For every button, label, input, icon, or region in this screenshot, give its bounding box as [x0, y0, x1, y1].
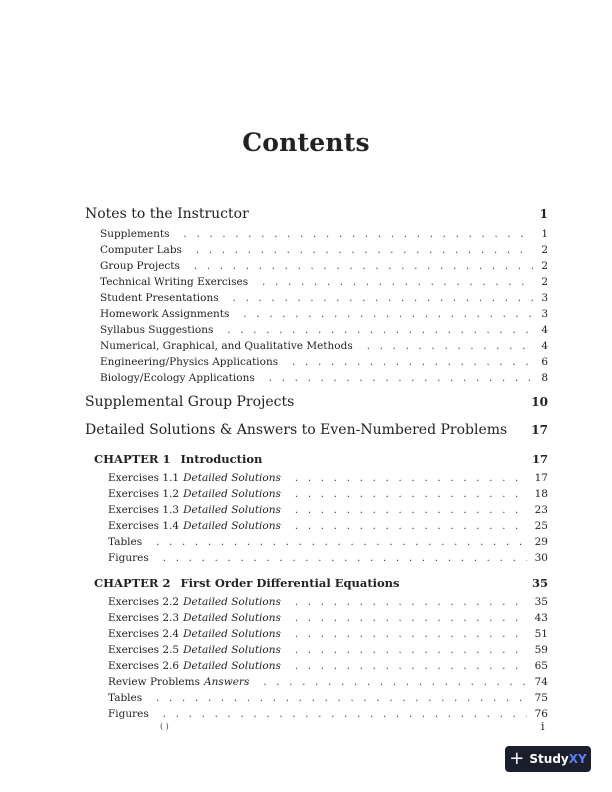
toc-entry-label: Exercises 2.6 [108, 660, 180, 672]
toc-part-page: 1 [539, 207, 548, 221]
toc-entry-page: 65 [534, 660, 548, 672]
toc-entry[interactable] [85, 372, 548, 388]
dot-leader [163, 553, 527, 564]
dot-leader [243, 309, 533, 320]
toc-entry-label: Exercises 2.4 [108, 628, 180, 640]
toc-entry-note: Detailed Solutions [183, 644, 281, 656]
toc-entry-page: 35 [534, 596, 548, 608]
toc-entry-page: 17 [534, 472, 548, 484]
toc-entry-note: Detailed Solutions [183, 660, 281, 672]
footer-mark: ( ) [160, 722, 169, 731]
toc-entry-page: 75 [534, 692, 548, 704]
toc-entry[interactable] [85, 356, 548, 372]
dot-leader [367, 341, 534, 352]
toc-entry-page: 4 [541, 324, 548, 336]
toc-entry-label: Biology/Ecology Applications [100, 372, 255, 384]
dot-leader [194, 261, 533, 272]
toc-entry[interactable] [85, 228, 548, 244]
toc-entry-page: 3 [541, 292, 548, 304]
toc-part-page: 10 [531, 395, 548, 409]
toc-entry[interactable] [85, 244, 548, 260]
dot-leader [233, 293, 534, 304]
toc-entry[interactable] [85, 276, 548, 292]
toc-entry-label: Syllabus Suggestions [100, 324, 214, 336]
toc-entry-label: Technical Writing Exercises [100, 276, 249, 288]
studyxy-watermark[interactable] [505, 746, 591, 772]
toc-entry-label: Computer Labs [100, 244, 182, 256]
toc-entry[interactable] [85, 472, 548, 488]
toc-entry[interactable] [85, 520, 548, 536]
dot-leader [295, 505, 527, 516]
toc-entry[interactable] [85, 324, 548, 340]
toc-entry-page: 6 [541, 356, 548, 368]
toc-chapter-1[interactable] [85, 452, 548, 472]
toc-entry[interactable] [85, 552, 548, 568]
dot-leader [295, 645, 527, 656]
dot-leader [263, 677, 526, 688]
toc-entry-page: 4 [541, 340, 548, 352]
dot-leader [262, 277, 533, 288]
toc-entry[interactable] [85, 692, 548, 708]
toc-entry-label: Tables [108, 692, 143, 704]
toc-entry-label: Exercises 1.4 [108, 520, 180, 532]
toc-part-label: Notes to the Instructor [85, 206, 249, 222]
toc-entry[interactable] [85, 644, 548, 660]
toc-entry-note: Detailed Solutions [183, 488, 281, 500]
dot-leader [295, 597, 527, 608]
toc-entry[interactable] [85, 340, 548, 356]
dot-leader [295, 613, 527, 624]
toc-entry-page: 2 [541, 276, 548, 288]
toc-entry-note: Detailed Solutions [183, 612, 281, 624]
chapter-number: CHAPTER 2 [94, 576, 171, 590]
toc-entry-page: 76 [534, 708, 548, 720]
toc-entry-label: Exercises 2.2 [108, 596, 180, 608]
toc-entry[interactable] [85, 628, 548, 644]
toc-entry-page: 3 [541, 308, 548, 320]
toc-entry-page: 30 [534, 552, 548, 564]
toc-entry[interactable] [85, 596, 548, 612]
toc-entry-note: Detailed Solutions [183, 472, 281, 484]
toc-entry-label: Figures [108, 552, 149, 564]
toc-entry[interactable] [85, 676, 548, 692]
toc-entry-note: Detailed Solutions [183, 520, 281, 532]
page-title: Contents [242, 128, 370, 157]
toc-entry-page: 8 [541, 372, 548, 384]
toc-entry[interactable] [85, 612, 548, 628]
chapter-page: 17 [531, 452, 548, 466]
toc-entry-label: Figures [108, 708, 149, 720]
toc-entry-page: 59 [534, 644, 548, 656]
toc-entry-label: Review Problems [108, 676, 200, 688]
toc-entry-label: Exercises 2.3 [108, 612, 180, 624]
dot-leader [295, 473, 527, 484]
dot-leader [292, 357, 533, 368]
toc-part-page: 17 [531, 423, 548, 437]
toc-part-label: Detailed Solutions & Answers to Even-Numbered Problems [85, 422, 508, 438]
toc-entry-note: Detailed Solutions [183, 504, 281, 516]
toc-part-label: Supplemental Group Projects [85, 394, 295, 410]
toc-entry[interactable] [85, 708, 548, 724]
toc-entry-label: Student Presentations [100, 292, 219, 304]
toc-entry[interactable] [85, 308, 548, 324]
table-of-contents [85, 204, 548, 724]
chapter-title: Introduction [180, 452, 263, 466]
toc-entry-label: Exercises 2.5 [108, 644, 180, 656]
toc-entry-label: Engineering/Physics Applications [100, 356, 279, 368]
brand-suffix: XY [568, 752, 587, 766]
toc-part-group-projects[interactable] [85, 394, 548, 416]
toc-entry-label: Tables [108, 536, 143, 548]
dot-leader [156, 537, 526, 548]
toc-entry-page: 2 [541, 244, 548, 256]
toc-entry[interactable] [85, 660, 548, 676]
toc-entry-label: Exercises 1.1 [108, 472, 180, 484]
chapter-page: 35 [531, 576, 548, 590]
dot-leader [269, 373, 534, 384]
dot-leader [295, 489, 527, 500]
toc-entry-page: 43 [534, 612, 548, 624]
toc-entry[interactable] [85, 292, 548, 308]
toc-entry-page: 74 [534, 676, 548, 688]
toc-entry[interactable] [85, 504, 548, 520]
toc-entry-page: 23 [534, 504, 548, 516]
toc-entry-page: 25 [534, 520, 548, 532]
toc-entry-page: 51 [534, 628, 548, 640]
toc-entry[interactable] [85, 488, 548, 504]
toc-entry-page: 2 [541, 260, 548, 272]
toc-entry-label: Group Projects [100, 260, 180, 272]
dot-leader [156, 693, 526, 704]
toc-part-solutions[interactable] [85, 422, 548, 444]
dot-leader [196, 245, 533, 256]
toc-entry-label: Homework Assignments [100, 308, 230, 320]
dot-leader [295, 521, 527, 532]
toc-entry-note: Detailed Solutions [183, 596, 281, 608]
toc-entry[interactable] [85, 260, 548, 276]
toc-entry-page: 29 [534, 536, 548, 548]
toc-entry[interactable] [85, 536, 548, 552]
chapter-number: CHAPTER 1 [94, 452, 171, 466]
toc-entry-page: 18 [534, 488, 548, 500]
dot-leader [184, 229, 534, 240]
toc-entry-label: Supplements [100, 228, 170, 240]
dot-leader [295, 661, 527, 672]
toc-chapter-2[interactable] [85, 576, 548, 596]
toc-entry-label: Exercises 1.3 [108, 504, 180, 516]
toc-entry-label: Exercises 1.2 [108, 488, 180, 500]
dot-leader [227, 325, 533, 336]
toc-entry-label: Numerical, Graphical, and Qualitative Methods [100, 340, 353, 352]
dot-leader [163, 709, 527, 720]
chapter-title: First Order Differential Equations [180, 576, 400, 590]
brand-prefix: Study [529, 752, 569, 766]
toc-entry-note: Answers [204, 676, 250, 688]
toc-entry-page: 1 [541, 228, 548, 240]
page-number: i [541, 720, 545, 733]
dot-leader [295, 629, 527, 640]
toc-part-notes[interactable] [85, 206, 548, 228]
plus-icon: + [509, 748, 525, 769]
toc-entry-note: Detailed Solutions [183, 628, 281, 640]
